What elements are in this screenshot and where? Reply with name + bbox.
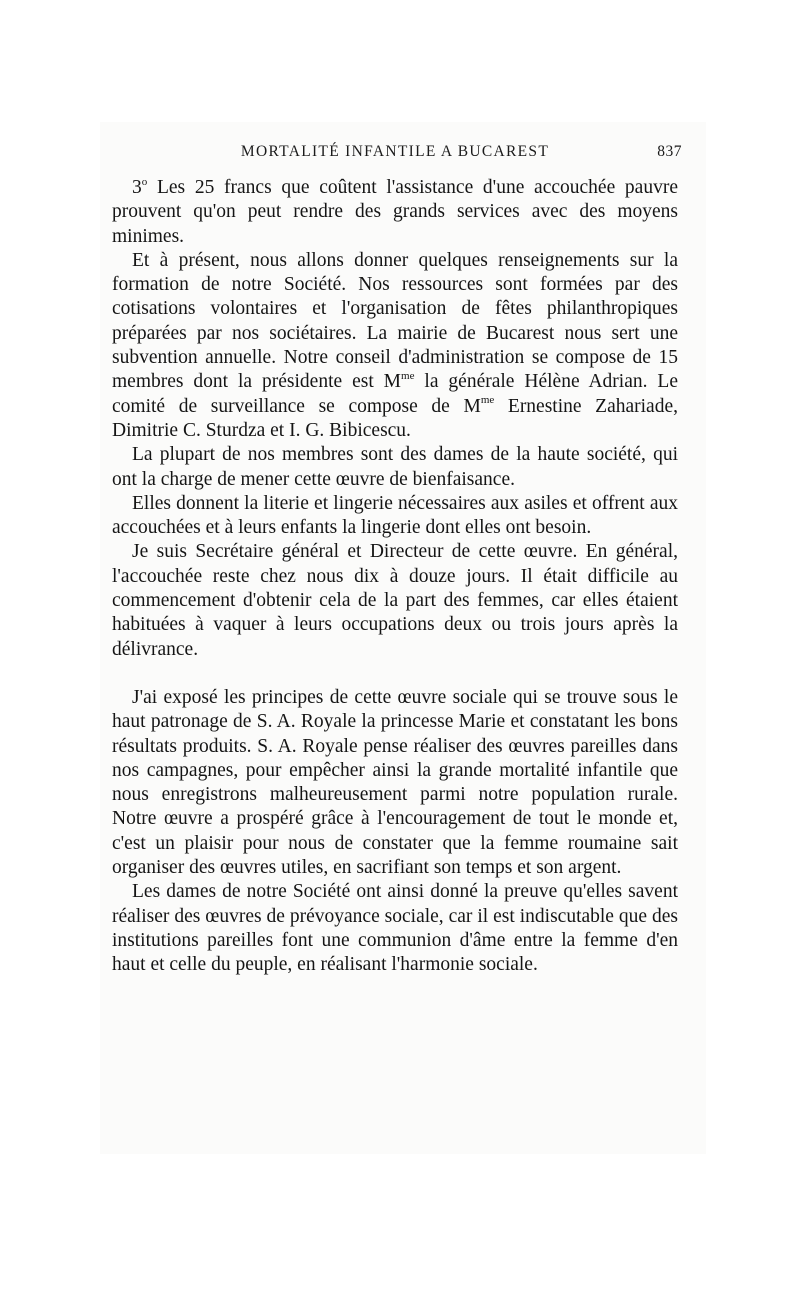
page-number: 837 [657, 143, 682, 160]
text-run: Ernestine Zahariade, Dimitrie C. Sturdza et I. G. Bibicescu. [112, 395, 678, 441]
superscript: me [480, 394, 495, 407]
superscript: o [141, 175, 148, 188]
paragraph [112, 540, 678, 661]
text-run: J'ai exposé les principes de cette œuvre sociale qui se trouve sous le haut patronage de S. A. Royale la princesse Marie et constatant les bons résultats produits. S. A. Royale pense réaliser des œuvres pareilles dans nos campagnes, pour empêcher ainsi la grande mortalité infantile que nous enregistrons malheureusement parmi notre population rurale. Notre œuvre a prospéré grâce à l'encouragement de tout le monde et, c'est un plaisir pour nous de constater que la femme roumaine sait organiser des œuvres utiles, en sacrifiant son temps et son argent. [112, 686, 678, 879]
body-text [112, 176, 678, 978]
text-run: Les 25 francs que coûtent l'assistance d'une accouchée pauvre prouvent qu'on peut rendre des grands services avec des moyens minimes. [112, 177, 678, 247]
paragraph [112, 492, 678, 541]
paragraph [112, 880, 678, 977]
text-run: Je suis Secrétaire général et Directeur de cette œuvre. En général, l'accouchée reste chez nous dix à douze jours. Il était difficile au commencement d'obtenir cela de la part des femmes, car elles étaient habituées à vaquer à leurs occupations deux ou trois jours après la délivrance. [112, 541, 678, 660]
text-run: La plupart de nos membres sont des dames de la haute société, qui ont la charge de mener cette œuvre de bienfaisance. [112, 444, 678, 490]
text-run: la générale Hélène Adrian. Le comité de surveillance se compose de M [112, 371, 678, 417]
text-run: 3 [132, 177, 142, 198]
running-title: MORTALITÉ INFANTILE A BUCAREST [240, 143, 550, 160]
superscript: me [401, 369, 415, 382]
text-run: Et à présent, nous allons donner quelques renseignements sur la formation de notre Société. Nos ressources sont formées par des cotisations volontaires et l'organisation de fêtes philanthropiques préparées par nos sociétaires. La mairie de Bucarest nous sert une subvention annuelle. Notre conseil d'administration se compose de 15 membres dont la présidente est M [112, 249, 678, 393]
text-run: Les dames de notre Société ont ainsi donné la preuve qu'elles savent réaliser des œuvres de prévoyance sociale, car il est indiscutable que des institutions pareilles font une communion d'âme entre la femme d'en haut et celle du peuple, en réalisant l'harmonie sociale. [112, 881, 678, 976]
paragraph [112, 686, 678, 880]
page-header [108, 143, 682, 169]
paragraph [112, 176, 678, 249]
text-run: Elles donnent la literie et lingerie nécessaires aux asiles et offrent aux accouchées et à leurs enfants la lingerie dont elles ont besoin. [112, 492, 678, 539]
paragraph [112, 249, 678, 443]
paragraph [112, 443, 678, 492]
